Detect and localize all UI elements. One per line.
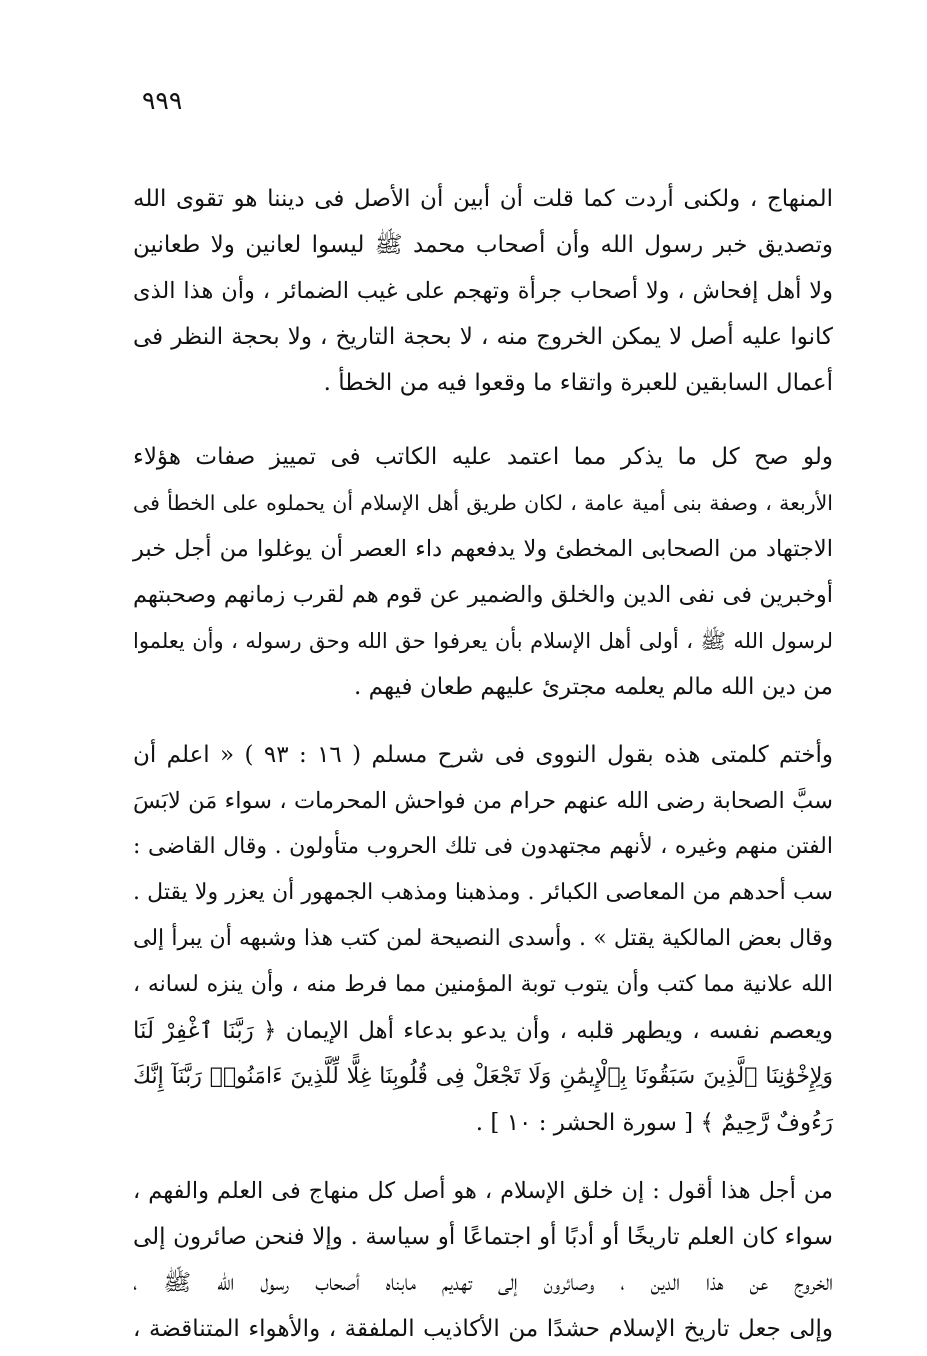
paragraph-gap — [133, 1146, 833, 1168]
text-line: من دين الله مالم يعلمه مجترئ عليهم طعان فيهم . — [354, 674, 833, 700]
quran-verse-line: رَءُوفٌ رَّحِيمٌ ﴾ [ سورة الحشر : ١٠ ] . — [475, 1110, 833, 1136]
text-line: وقال بعض المالكية يقتل » . وأسدى النصيحة لمن كتب هذا وشبهه أن يبرأ إلى — [133, 926, 833, 951]
paragraph-3 — [133, 732, 833, 1146]
text-line: ويعصم نفسه ، ويطهر قلبه ، وأن يدعو بدعاء أهل الإيمان ﴿ رَبَّنَا ٱغْفِرْ لَنَا — [133, 1018, 833, 1044]
text-line: الله علانية مما كتب وأن يتوب توبة المؤمنين مما فرط منه ، وأن ينزه لسانه ، — [133, 972, 833, 997]
text-line: الاجتهاد من الصحابى المخطئ ولا يدفعهم داء العصر أن يوغلوا من أجل خبر — [133, 536, 833, 562]
text-line: وتصديق خبر رسول الله وأن أصحاب محمد ﷺ ليسوا لعانين ولا طعانين — [133, 232, 833, 258]
paragraph-1 — [133, 176, 833, 406]
text-line: وإلى جعل تاريخ الإسلام حشدًا من الأكاذيب الملفقة ، والأهواء المتناقضة ، — [133, 1316, 833, 1342]
text-line: الأربعة ، وصفة بنى أمية عامة ، لكان طريق أهل الإسلام أن يحملوه على الخطأ فى — [133, 491, 833, 515]
text-line: كانوا عليه أصل لا يمكن الخروج منه ، لا بحجة التاريخ ، ولا بحجة النظر فى — [133, 324, 833, 350]
text-line: أعمال السابقين للعبرة واتقاء ما وقعوا فيه من الخطأ . — [323, 370, 833, 396]
text-line: من أجل هذا أقول : إن خلق الإسلام ، هو أصل كل منهاج فى العلم والفهم ، — [133, 1178, 833, 1204]
text-line: وأختم كلمتى هذه بقول النووى فى شرح مسلم ( ١٦ : ٩٣ ) « اعلم أن — [133, 742, 833, 768]
text-line: الخروج عن هذا الدين ، وصائرون إلى تهديم مابناه أصحاب رسول الله ﷺ ، — [133, 1270, 833, 1296]
text-line: سب أحدهم من المعاصى الكبائر . ومذهبنا ومذهب الجمهور أن يعزر ولا يقتل . — [133, 880, 833, 905]
page-number: ٩٩٩ — [142, 86, 183, 115]
text-line: الفتن منهم وغيره ، لأنهم مجتهدون فى تلك الحروب متأولون . وقال القاضى : — [133, 834, 833, 859]
paragraph-gap — [133, 710, 833, 732]
text-line: أوخبرين فى نفى الدين والخلق والضمير عن قوم هم لقرب زمانهم وصحبتهم — [133, 582, 833, 608]
paragraph-4 — [133, 1168, 833, 1352]
body-text — [133, 176, 833, 1352]
paragraph-gap — [133, 406, 833, 434]
text-line: ولو صح كل ما يذكر مما اعتمد عليه الكاتب فى تمييز صفات هؤلاء — [133, 444, 833, 470]
text-line: سبَّ الصحابة رضى الله عنهم حرام من فواحش المحرمات ، سواء مَن لابَسَ — [133, 788, 833, 814]
text-line: المنهاج ، ولكنى أردت كما قلت أن أبين أن الأصل فى ديننا هو تقوى الله — [133, 186, 833, 212]
text-line: سواء كان العلم تاريخًا أو أدبًا أو اجتماعًا أو سياسة . وإلا فنحن صائرون إلى — [133, 1224, 833, 1250]
paragraph-2 — [133, 434, 833, 710]
text-line: ولا أهل إفحاش ، ولا أصحاب جرأة وتهجم على غيب الضمائر ، وأن هذا الذى — [133, 278, 833, 304]
quran-verse-line: وَلِإِخْوَٰنِنَا ٱلَّذِينَ سَبَقُونَا بِٱلْإِيمَٰنِ وَلَا تَجْعَلْ فِى قُلُوبِنَا غِلًّا لِّلَّذِينَ ءَامَنُوا۟ رَبَّنَآ إِنَّكَ — [133, 1064, 833, 1089]
text-line: لرسول الله ﷺ ، أولى أهل الإسلام بأن يعرفوا حق الله وحق رسوله ، وأن يعلموا — [133, 629, 833, 653]
